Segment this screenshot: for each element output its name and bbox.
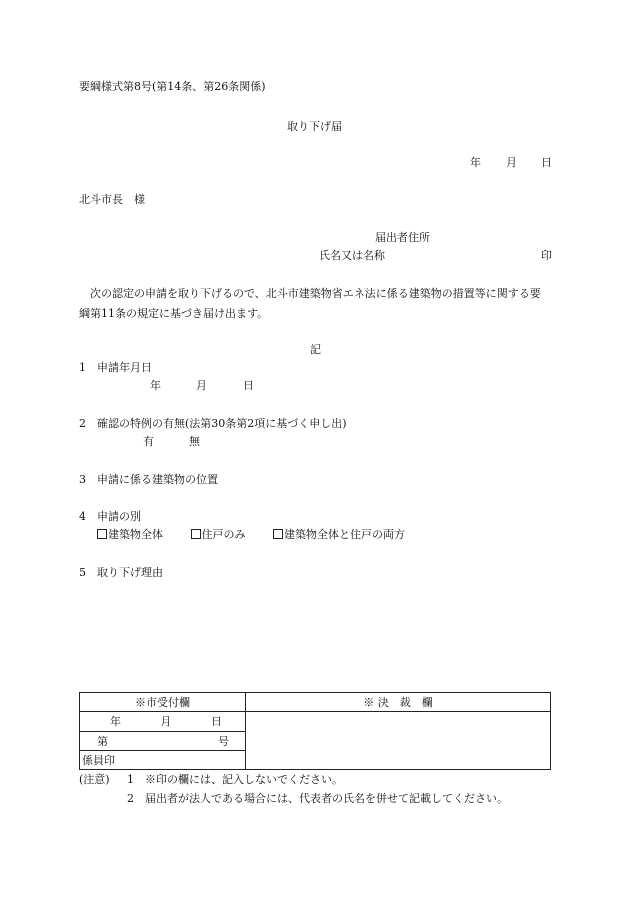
ki-heading: 記	[310, 343, 321, 356]
applicant-address-label: 届出者住所	[375, 231, 430, 244]
note1-number: 1	[127, 773, 134, 786]
note2-number: 2	[127, 792, 134, 805]
date-year-label: 年	[470, 156, 481, 169]
item1-year-label: 年	[150, 379, 161, 392]
note1-text: ※印の欄には、記入しないでください。	[145, 773, 343, 786]
notes-label: (注意)	[79, 773, 110, 786]
approval-area	[246, 712, 551, 770]
reception-table	[79, 692, 551, 770]
form-number: 要綱様式第8号(第14条、第26条関係)	[79, 80, 266, 93]
option-whole-building[interactable]: 建築物全体	[97, 528, 163, 542]
item3-label: 申請に係る建築物の位置	[97, 473, 218, 486]
checkbox-icon[interactable]	[273, 529, 283, 539]
seal-mark: 印	[541, 249, 552, 262]
item2-yes-option: 有	[143, 435, 154, 448]
applicant-name-label: 氏名又は名称	[319, 249, 385, 262]
option-dwelling-unit-only[interactable]: 住戸のみ	[191, 528, 246, 542]
approval-header: ※ 決 裁 欄	[246, 693, 551, 712]
document-title: 取り下げ届	[287, 120, 342, 133]
option-both[interactable]: 建築物全体と住戸の両方	[273, 528, 405, 542]
checkbox-icon[interactable]	[97, 529, 107, 539]
application-type-options	[97, 528, 405, 542]
addressee: 北斗市長 様	[79, 193, 145, 206]
item1-number: 1	[79, 361, 86, 374]
reception-date-cell: 年 月 日	[80, 712, 246, 731]
item2-no-option: 無	[189, 435, 200, 448]
reception-header: ※市受付欄	[80, 693, 246, 712]
note2-text: 届出者が法人である場合には、代表者の氏名を併せて記載してください。	[145, 792, 508, 805]
item2-number: 2	[79, 417, 86, 430]
item5-number: 5	[79, 566, 86, 579]
checkbox-icon[interactable]	[191, 529, 201, 539]
item1-month-label: 月	[196, 379, 207, 392]
item5-label: 取り下げ理由	[97, 566, 163, 579]
body-paragraph: 次の認定の申請を取り下げるので、北斗市建築物省エネ法に係る建築物の措置等に関する要綱第11条の規定に基づき届け出ます。	[79, 287, 541, 320]
staff-seal-cell: 係員印	[80, 750, 246, 769]
item1-day-label: 日	[243, 379, 254, 392]
date-day-label: 日	[541, 156, 552, 169]
item2-label: 確認の特例の有無(法第30条第2項に基づく申し出)	[97, 417, 347, 430]
item4-label: 申請の別	[97, 510, 141, 523]
item1-label: 申請年月日	[97, 361, 152, 374]
date-month-label: 月	[506, 156, 517, 169]
reception-number-cell: 第 号	[80, 731, 246, 750]
item4-number: 4	[79, 510, 86, 523]
item3-number: 3	[79, 473, 86, 486]
